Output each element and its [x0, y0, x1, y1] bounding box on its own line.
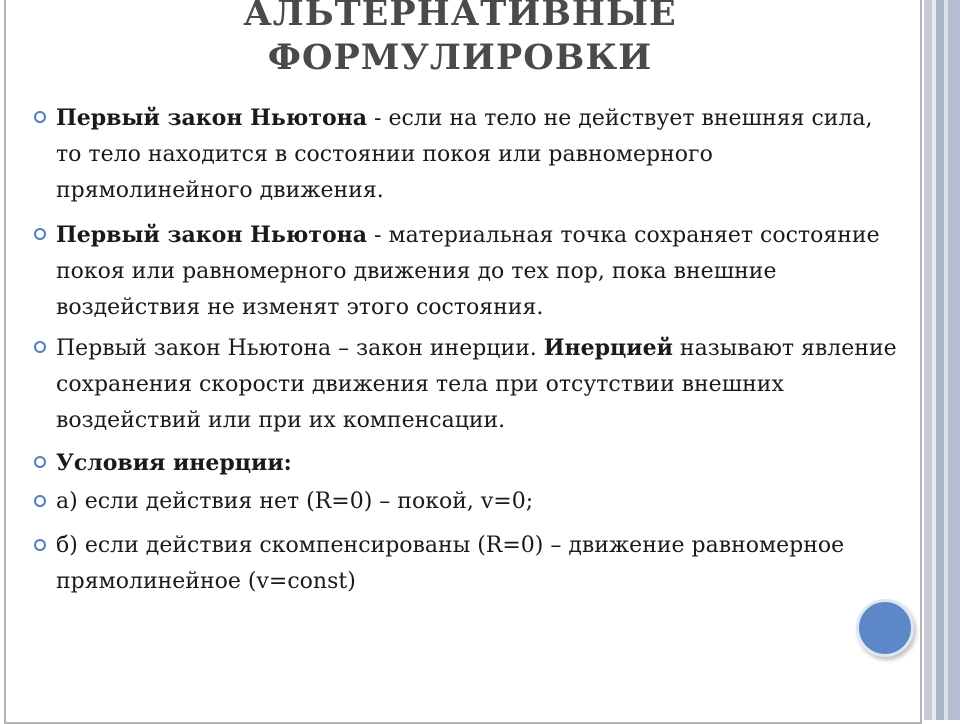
- ring-bullet-icon: [34, 495, 46, 507]
- ring-bullet-icon: [34, 228, 46, 240]
- bullet-list: [34, 100, 904, 600]
- bullet-text: - материальная точка сохраняет состояние покоя или равномерного движения до тех пор, пока внешние воздействия не изменят этого состояния.: [56, 223, 880, 320]
- bullet-text: называют явление сохранения скорости движения тела при отсутствии внешних воздействий или при их компенсации.: [56, 336, 897, 433]
- ring-bullet-icon: [34, 111, 46, 123]
- side-stripe: [948, 0, 960, 720]
- side-stripe: [936, 0, 944, 720]
- bullet-text: б) если действия скомпенсированы (R=0) – движение равномерное прямолинейное (v=const): [56, 533, 845, 594]
- ring-bullet-icon: [34, 539, 46, 551]
- bullet-item: [34, 100, 904, 209]
- bullet-item: [34, 217, 904, 326]
- bullet-text: а) если действия нет (R=0) – покой, v=0;: [56, 489, 534, 514]
- bullet-bold-term: Инерцией: [543, 335, 673, 361]
- slide-title-line-2: ФОРМУЛИРОВКИ: [267, 37, 653, 78]
- bullet-item: [34, 528, 904, 600]
- side-stripe: [924, 0, 932, 720]
- slide-title-line-1: АЛЬТЕРНАТИВНЫЕ: [243, 0, 677, 34]
- bullet-bold-text: Первый закон Ньютона: [56, 105, 368, 131]
- ring-bullet-icon: [34, 456, 46, 468]
- ring-bullet-icon: [34, 341, 46, 353]
- bullet-item: [34, 484, 904, 520]
- bullet-text: - если на тело не действует внешняя сила, то тело находится в состоянии покоя или равномерного прямолинейного движения.: [56, 106, 873, 203]
- bullet-bold-text: Первый закон Ньютона: [56, 222, 368, 248]
- bullet-item: [34, 445, 904, 482]
- blue-circle-icon: [856, 599, 914, 657]
- bullet-text: Первый закон Ньютона – закон инерции.: [56, 336, 544, 361]
- bullet-item: [34, 330, 904, 439]
- bullet-bold-text: Условия инерции:: [56, 450, 292, 476]
